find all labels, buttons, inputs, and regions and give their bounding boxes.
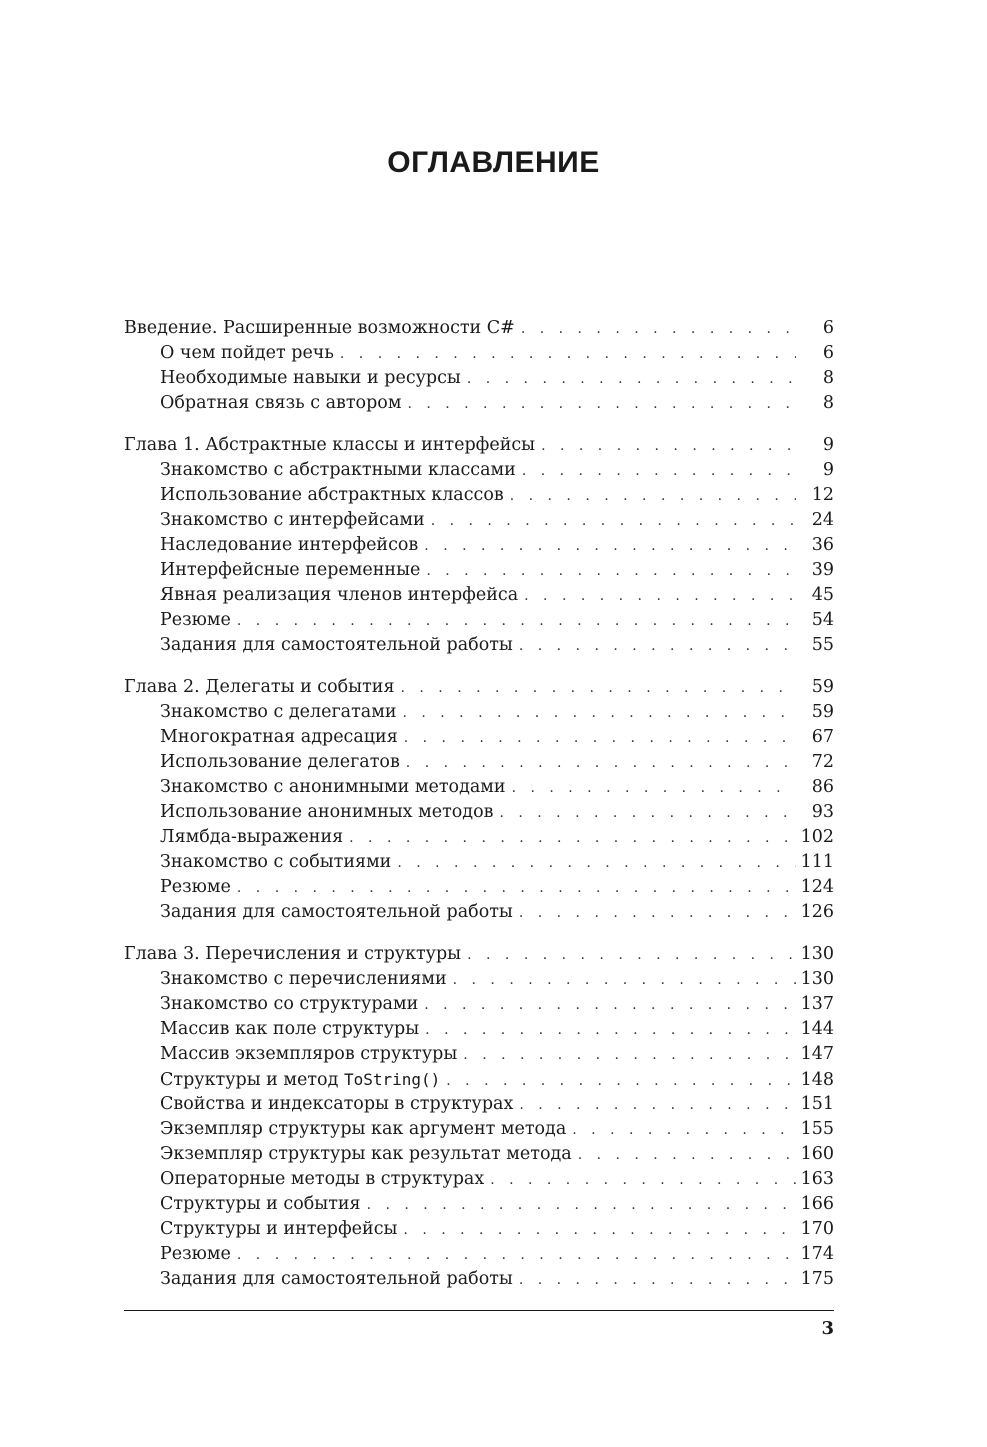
- page-number: 166: [800, 1194, 834, 1214]
- subsection-title: Резюме: [160, 610, 231, 630]
- chapter-title: Глава 1. Абстрактные классы и интерфейсы: [124, 435, 536, 455]
- subsection-title: Лямбда-выражения: [160, 827, 344, 847]
- toc-subsection-entry[interactable]: [124, 775, 834, 800]
- subsection-title: Знакомство со структурами: [160, 994, 419, 1014]
- dot-leader: [425, 1018, 796, 1043]
- toc-subsection-entry[interactable]: [124, 583, 834, 608]
- subsection-title: Массив экземпляров структуры: [160, 1044, 458, 1064]
- page-number: 155: [800, 1119, 834, 1139]
- subsection-title: Знакомство с интерфейсами: [160, 510, 425, 530]
- toc-subsection-entry[interactable]: [124, 483, 834, 508]
- dot-leader: [426, 559, 796, 584]
- toc-subsection-entry[interactable]: [124, 633, 834, 658]
- page-number: 130: [800, 969, 834, 989]
- dot-leader: [512, 776, 796, 801]
- page-number: 6: [822, 318, 834, 338]
- dot-leader: [424, 534, 796, 559]
- toc-chapter-entry[interactable]: [124, 316, 834, 341]
- toc-section-chapter-2: [124, 675, 834, 925]
- subsection-title: Знакомство с делегатами: [160, 702, 397, 722]
- dot-leader: [467, 943, 796, 968]
- toc-subsection-entry[interactable]: [124, 750, 834, 775]
- dot-leader: [407, 392, 796, 417]
- toc-subsection-entry[interactable]: [124, 341, 834, 366]
- dot-leader: [446, 1069, 796, 1094]
- toc-chapter-entry[interactable]: [124, 675, 834, 700]
- page-number: 54: [811, 610, 834, 630]
- dot-leader: [519, 634, 796, 659]
- subsection-title-text: Структуры и метод: [160, 1070, 344, 1090]
- page-number: 8: [822, 368, 834, 388]
- subsection-title: Структуры и интерфейсы: [160, 1219, 398, 1239]
- page-number: 59: [811, 702, 834, 722]
- toc-section-introduction: [124, 316, 834, 416]
- page-number: 160: [800, 1144, 834, 1164]
- page-number: 24: [811, 510, 834, 530]
- toc-subsection-entry[interactable]: [124, 1217, 834, 1242]
- toc-subsection-entry[interactable]: [124, 1067, 834, 1092]
- subsection-title: Задания для самостоятельной работы: [160, 902, 513, 922]
- toc-subsection-entry[interactable]: [124, 558, 834, 583]
- dot-leader: [519, 1268, 796, 1293]
- toc-subsection-entry[interactable]: [124, 992, 834, 1017]
- subsection-title: Экземпляр структуры как результат метода: [160, 1144, 572, 1164]
- subsection-title: Задания для самостоятельной работы: [160, 635, 513, 655]
- page-number: 93: [811, 802, 834, 822]
- dot-leader: [431, 509, 796, 534]
- dot-leader: [490, 1168, 796, 1193]
- dot-leader: [404, 726, 796, 751]
- dot-leader: [519, 901, 796, 926]
- dot-leader: [340, 342, 796, 367]
- subsection-title: Массив как поле структуры: [160, 1019, 420, 1039]
- toc-subsection-entry[interactable]: [124, 800, 834, 825]
- page-number: 174: [800, 1244, 834, 1264]
- page-number: 124: [800, 877, 834, 897]
- toc-subsection-entry[interactable]: [124, 391, 834, 416]
- page-number: 148: [800, 1070, 834, 1090]
- subsection-title: Экземпляр структуры как аргумент метода: [160, 1119, 567, 1139]
- toc-subsection-entry[interactable]: [124, 366, 834, 391]
- dot-leader: [349, 826, 796, 851]
- dot-leader: [578, 1143, 796, 1168]
- subsection-title: Знакомство с абстрактными классами: [160, 460, 516, 480]
- chapter-title: Глава 3. Перечисления и структуры: [124, 944, 462, 964]
- toc-subsection-entry[interactable]: [124, 700, 834, 725]
- toc-subsection-entry[interactable]: [124, 1092, 834, 1117]
- page-number: 9: [822, 460, 834, 480]
- dot-leader: [522, 459, 796, 484]
- subsection-title: О чем пойдет речь: [160, 343, 334, 363]
- subsection-title: Знакомство с анонимными методами: [160, 777, 506, 797]
- dot-leader: [401, 676, 797, 701]
- page-number: 55: [811, 635, 834, 655]
- page-number: 151: [800, 1094, 834, 1114]
- toc-section-chapter-3: [124, 942, 834, 1292]
- dot-leader: [467, 367, 796, 392]
- page-number: 147: [800, 1044, 834, 1064]
- page-number: 39: [811, 560, 834, 580]
- subsection-title: Свойства и индексаторы в структурах: [160, 1094, 514, 1114]
- page-number: 130: [800, 944, 834, 964]
- subsection-title: Использование абстрактных классов: [160, 485, 504, 505]
- page-number: 36: [811, 535, 834, 555]
- toc-subsection-entry[interactable]: [124, 533, 834, 558]
- page-number: 8: [822, 393, 834, 413]
- dot-leader: [403, 1218, 796, 1243]
- toc-subsection-entry[interactable]: [124, 1017, 834, 1042]
- toc-subsection-entry[interactable]: [124, 725, 834, 750]
- code-snippet: ToString(): [343, 1070, 441, 1089]
- toc-subsection-entry[interactable]: [124, 967, 834, 992]
- page-number: 163: [800, 1169, 834, 1189]
- page-number: 144: [800, 1019, 834, 1039]
- toc-subsection-entry[interactable]: [124, 1042, 834, 1067]
- subsection-title: Необходимые навыки и ресурсы: [160, 368, 461, 388]
- subsection-title: Явная реализация членов интерфейса: [160, 585, 519, 605]
- toc-subsection-entry[interactable]: [124, 1142, 834, 1167]
- page-title: ОГЛАВЛЕНИЕ: [387, 146, 600, 179]
- subsection-title: [160, 1067, 446, 1093]
- table-of-contents: [124, 316, 834, 1309]
- subsection-title: Интерфейсные переменные: [160, 560, 421, 580]
- page-number: 45: [811, 585, 834, 605]
- page-number: 86: [811, 777, 834, 797]
- page-number: 126: [800, 902, 834, 922]
- dot-leader: [237, 876, 796, 901]
- dot-leader: [519, 1093, 796, 1118]
- page-number: 102: [800, 827, 834, 847]
- dot-leader: [237, 1243, 796, 1268]
- toc-subsection-entry[interactable]: [124, 1117, 834, 1142]
- subsection-title: Обратная связь с автором: [160, 393, 402, 413]
- page-number: 72: [811, 752, 834, 772]
- subsection-title: Многократная адресация: [160, 727, 398, 747]
- page-number: 6: [822, 343, 834, 363]
- page-number: 59: [811, 677, 834, 697]
- page-number: 9: [822, 435, 834, 455]
- subsection-title: Задания для самостоятельной работы: [160, 1269, 513, 1289]
- subsection-title: Структуры и события: [160, 1194, 361, 1214]
- dot-leader: [521, 317, 796, 342]
- dot-leader: [572, 1118, 796, 1143]
- page-number: 175: [800, 1269, 834, 1289]
- subsection-title: Знакомство с перечислениями: [160, 969, 447, 989]
- page-number: 111: [800, 852, 834, 872]
- toc-subsection-entry[interactable]: [124, 508, 834, 533]
- page-number: 67: [811, 727, 834, 747]
- dot-leader: [402, 701, 796, 726]
- subsection-title: Наследование интерфейсов: [160, 535, 419, 555]
- toc-section-chapter-1: [124, 433, 834, 658]
- chapter-title: Введение. Расширенные возможности C#: [124, 318, 515, 338]
- dot-leader: [463, 1043, 796, 1068]
- toc-subsection-entry[interactable]: [124, 608, 834, 633]
- dot-leader: [397, 851, 796, 876]
- subsection-title: Использование анонимных методов: [160, 802, 494, 822]
- subsection-title: Резюме: [160, 1244, 231, 1264]
- subsection-title: Знакомство с событиями: [160, 852, 392, 872]
- toc-chapter-entry[interactable]: [124, 433, 834, 458]
- page-number: 137: [800, 994, 834, 1014]
- dot-leader: [367, 1193, 796, 1218]
- footer-divider: [124, 1310, 834, 1311]
- dot-leader: [541, 434, 796, 459]
- toc-chapter-entry[interactable]: [124, 942, 834, 967]
- subsection-title: Использование делегатов: [160, 752, 400, 772]
- toc-subsection-entry[interactable]: [124, 825, 834, 850]
- page-number: 12: [811, 485, 834, 505]
- toc-subsection-entry[interactable]: [124, 458, 834, 483]
- toc-subsection-entry[interactable]: [124, 875, 834, 900]
- toc-subsection-entry[interactable]: [124, 1192, 834, 1217]
- dot-leader: [510, 484, 796, 509]
- toc-subsection-entry[interactable]: [124, 900, 834, 925]
- page-number-footer: 3: [821, 1318, 834, 1339]
- toc-subsection-entry[interactable]: [124, 1267, 834, 1292]
- toc-subsection-entry[interactable]: [124, 1242, 834, 1267]
- dot-leader: [453, 968, 796, 993]
- toc-subsection-entry[interactable]: [124, 850, 834, 875]
- subsection-title: Резюме: [160, 877, 231, 897]
- dot-leader: [524, 584, 796, 609]
- toc-subsection-entry[interactable]: [124, 1167, 834, 1192]
- dot-leader: [237, 609, 796, 634]
- dot-leader: [406, 751, 796, 776]
- dot-leader: [499, 801, 796, 826]
- chapter-title: Глава 2. Делегаты и события: [124, 677, 395, 697]
- page-number: 170: [800, 1219, 834, 1239]
- subsection-title: Операторные методы в структурах: [160, 1169, 485, 1189]
- dot-leader: [424, 993, 796, 1018]
